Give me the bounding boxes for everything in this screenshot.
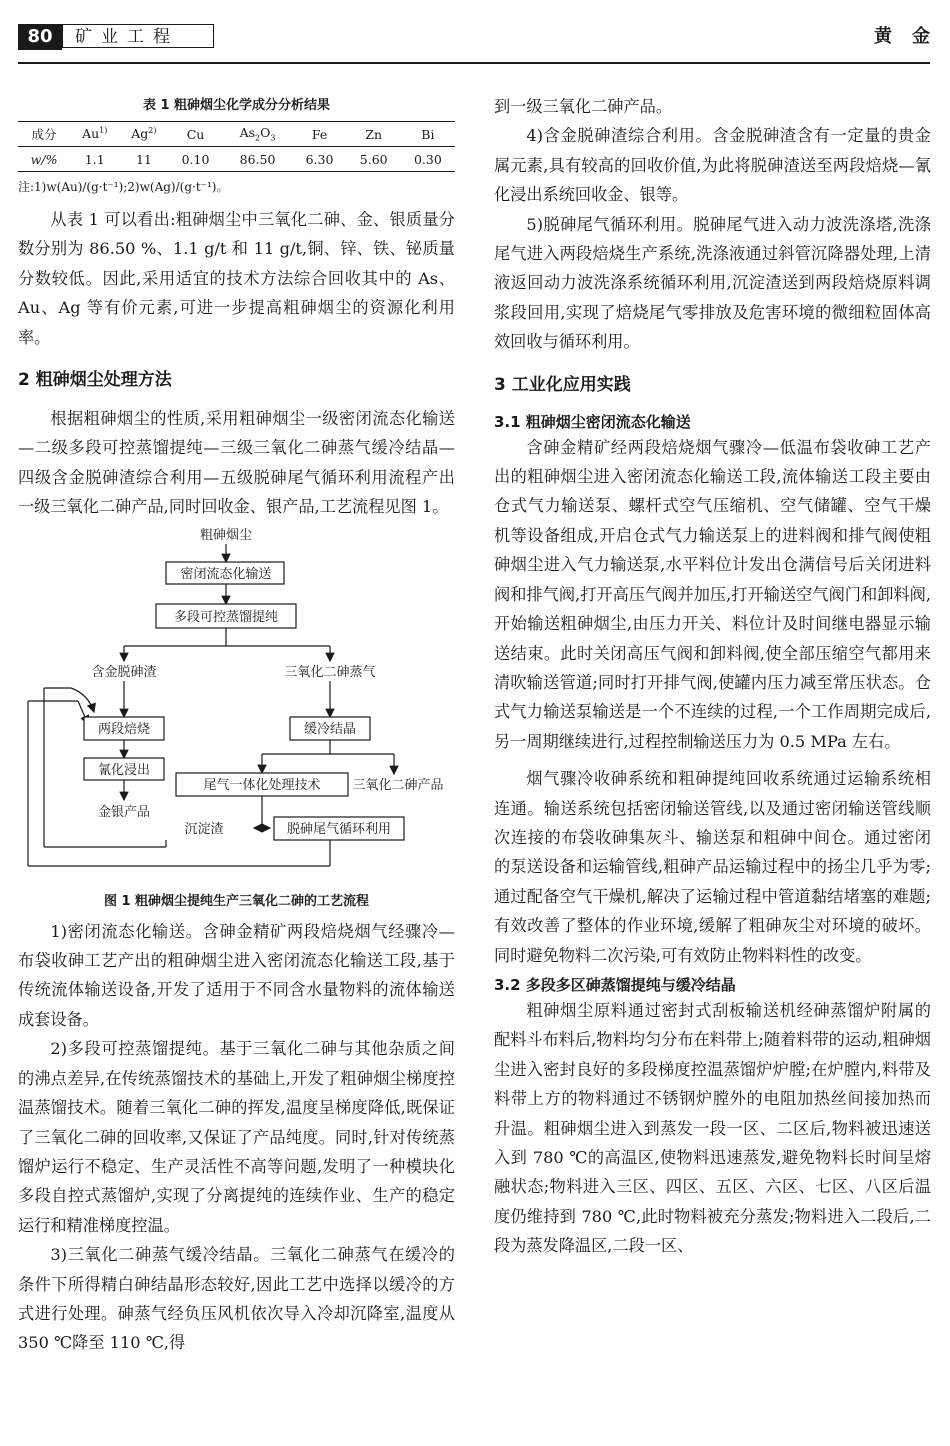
paragraph: 烟气骤冷收砷系统和粗砷提纯回收系统通过运输系统相连通。输送系统包括密闭输送管线,以及通过密闭输送管线顺次连接的布袋收砷集灰斗、输送泵和粗砷中间仓。通过密闭的泵送设备和运输管线,粗砷产品运输过程中的扬尘几乎为零;通过配备空气干燥机,解决了运输过程中管道黏结堵塞的难题;有效改善了整体的作业环境,缓解了粗砷灰尘对环境的破坏。同时避免物料二次污染,可有效防止物料料性的改变。 — [494, 769, 931, 965]
flow-node-vapor: 三氧化二砷蒸气 — [284, 664, 376, 680]
paragraph: 1)密闭流态化输送。含砷金精矿两段焙烧烟气经骤冷—布袋收砷工艺产出的粗砷烟尘进入密闭流态化输送工段,基于传统流体输送设备,开发了适用于不同含水量物料的流体输送成套设备。 — [18, 921, 455, 1029]
flow-node-distill: 多段可控蒸馏提纯 — [173, 609, 279, 625]
paragraph: 5)脱砷尾气循环利用。脱砷尾气进入动力波洗涤塔,洗涤尾气进入两段焙烧生产系统,洗涤液通过斜管沉降器处理,上清液返回动力波洗涤系统循环利用,沉淀渣送到两段焙烧原料调浆段回用,实现了焙烧尾气零排放及危害环境的微细粒固体高效回收与循环利用。 — [494, 214, 931, 352]
left-column — [18, 70, 455, 1358]
paragraph: 3)三氧化二砷蒸气缓冷结晶。三氧化二砷蒸气在缓冷的条件下所得精白砷结晶形态较好,因此工艺中选择以缓冷的方式进行处理。砷蒸气经负压风机依次导入冷却沉降室,温度从 350 ℃降至 110 ℃,得 — [18, 1245, 455, 1353]
paragraph: 含砷金精矿经两段焙烧烟气骤冷—低温布袋收砷工艺产出的粗砷烟尘进入密闭流态化输送工段,流体输送工段主要由仓式气力输送泵、螺杆式空气压缩机、空气储罐、空气干燥机等设备组成,开启仓式气力输送泵上的进料阀和排气阀使粗砷烟尘进入气力输送泵,水平料位计发出仓满信号后关闭进料阀和排气阀,打开高压气阀并加压,打开输送空气阀门和卸料阀,开始输送粗砷烟尘,由压力开关、料位计及时间继电器显示输送结束。此时关闭高压气阀和卸料阀,使全部压缩空气都用来清吹输送管道;同时打开排气阀,使罐内压力减至常压状态。仓式气力输送泵输送是一个不连续的过程,一个工作周期完成后,另一周期继续进行,过程控制输送压力为 0.5 MPa 左右。 — [494, 437, 931, 751]
subsection-3-1-heading: 3.1 粗砷烟尘密闭流态化输送 — [494, 412, 691, 431]
flow-node-start: 粗砷烟尘 — [199, 527, 253, 543]
flow-node-gold: 金银产品 — [97, 804, 151, 820]
table-header-cell: Bi — [401, 122, 455, 147]
table-header-cell: Fe — [292, 122, 346, 147]
table-header-cell: $As_2O_3$ — [223, 122, 293, 147]
table-header-cell: Cu — [168, 122, 222, 147]
table1-caption: 表 1 粗砷烟尘化学成分分析结果 — [142, 98, 331, 113]
section-2-heading: 2 粗砷烟尘处理方法 — [18, 370, 172, 391]
table-value-label: w/% — [18, 147, 70, 172]
journal-section-label: 矿业工程 — [62, 24, 214, 48]
process-flowchart — [18, 524, 455, 884]
journal-name: 黄金 — [874, 26, 950, 47]
table-cell: 5.60 — [347, 147, 401, 172]
flow-node-roast: 两段焙烧 — [97, 721, 151, 737]
paragraph: 粗砷烟尘原料通过密封式刮板输送机经砷蒸馏炉附属的配料斗布料后,物料均匀分布在料带上;随着料带的运动,粗砷烟尘进入密封良好的多段梯度控温蒸馏炉炉膛;在炉膛内,料带及料带上方的物料通过不锈钢炉膛外的电阻加热丝间接加热而升温。粗砷烟尘进入到蒸发一段一区、二区后,物料被迅速送入到 780 ℃的高温区,使物料迅速蒸发,避免物料长时间呈熔融状态;物料进入三区、四区、五区、六区、七区、八区后温度仍维持到 780 ℃,此时物料被充分蒸发;物料进入二段后,二段为蒸发降温区,二段一区、 — [494, 1000, 931, 1256]
table-cell: 0.10 — [168, 147, 222, 172]
paragraph: 根据粗砷烟尘的性质,采用粗砷烟尘一级密闭流态化输送—二级多段可控蒸馏提纯—三级三氧化二砷蒸气缓冷结晶—四级含金脱砷渣综合利用—五级脱砷尾气循环利用流程产出一级三氧化二砷产品,同时回收金、银产品,工艺流程见图 1。 — [18, 409, 455, 517]
table-value-row — [18, 147, 455, 172]
flow-node-cool: 缓冷结晶 — [303, 721, 357, 737]
table1-note: 注:1)w(Au)/(g·t⁻¹);2)w(Ag)/(g·t⁻¹)。 — [18, 180, 229, 194]
flow-node-tailgas: 尾气一体化处理技术 — [203, 777, 321, 793]
right-column — [494, 70, 931, 1261]
table-cell: 0.30 — [401, 147, 455, 172]
flow-node-recycle: 脱砷尾气循环利用 — [286, 821, 392, 837]
flow-node-convey: 密闭流态化输送 — [180, 566, 272, 582]
paragraph: 4)含金脱砷渣综合利用。含金脱砷渣含有一定量的贵金属元素,具有较高的回收价值,为此将脱砷渣送至两段焙烧—氰化浸出系统回收金、银等。 — [494, 126, 931, 205]
table-header-cell: 成分 — [18, 122, 70, 147]
table-header-cell: Ag$^{2)}$ — [119, 122, 168, 147]
composition-table — [18, 121, 455, 172]
paragraph: 2)多段可控蒸馏提纯。基于三氧化二砷与其他杂质之间的沸点差异,在传统蒸馏技术的基础上,开发了粗砷烟尘梯度控温蒸馏技术。随着三氧化二砷的挥发,温度呈梯度降低,既保证了三氧化二砷的回收率,又保证了产品纯度。同时,针对传统蒸馏炉运行不稳定、生产灵活性不高等问题,发明了一种模块化多段自控式蒸馏炉,实现了分离提纯的连续作业、生产的稳定运行和精准梯度控温。 — [18, 1039, 455, 1235]
figure1-caption: 图 1 粗砷烟尘提纯生产三氧化二砷的工艺流程 — [103, 893, 370, 909]
flow-node-sediment: 沉淀渣 — [184, 821, 224, 837]
paragraph: 到一级三氧化二砷产品。 — [494, 97, 673, 116]
table-header-cell: Zn — [347, 122, 401, 147]
page-number: 80 — [18, 24, 62, 50]
table-cell: 11 — [119, 147, 168, 172]
flow-node-product: 三氧化二砷产品 — [352, 777, 444, 793]
subsection-3-2-heading: 3.2 多段多区砷蒸馏提纯与缓冷结晶 — [494, 975, 736, 994]
table-cell: 1.1 — [70, 147, 119, 172]
page-header — [18, 22, 950, 52]
table-cell: 6.30 — [292, 147, 346, 172]
section-3-heading: 3 工业化应用实践 — [494, 374, 631, 395]
paragraph: 从表 1 可以看出:粗砷烟尘中三氧化二砷、金、银质量分数分别为 86.50 %、1.1 g/t 和 11 g/t,铜、锌、铁、铋质量分数较低。因此,采用适宜的技术方法综合回收其中的 As、Au、Ag 等有价元素,可进一步提高粗砷烟尘的资源化利用率。 — [18, 210, 455, 347]
flow-node-cyanide: 氰化浸出 — [97, 762, 151, 778]
table-header-cell: Au$^{1)}$ — [70, 122, 119, 147]
header-rule — [18, 62, 930, 64]
flow-node-residue: 含金脱砷渣 — [91, 664, 157, 680]
table-cell: 86.50 — [223, 147, 293, 172]
table-header-row — [18, 122, 455, 147]
